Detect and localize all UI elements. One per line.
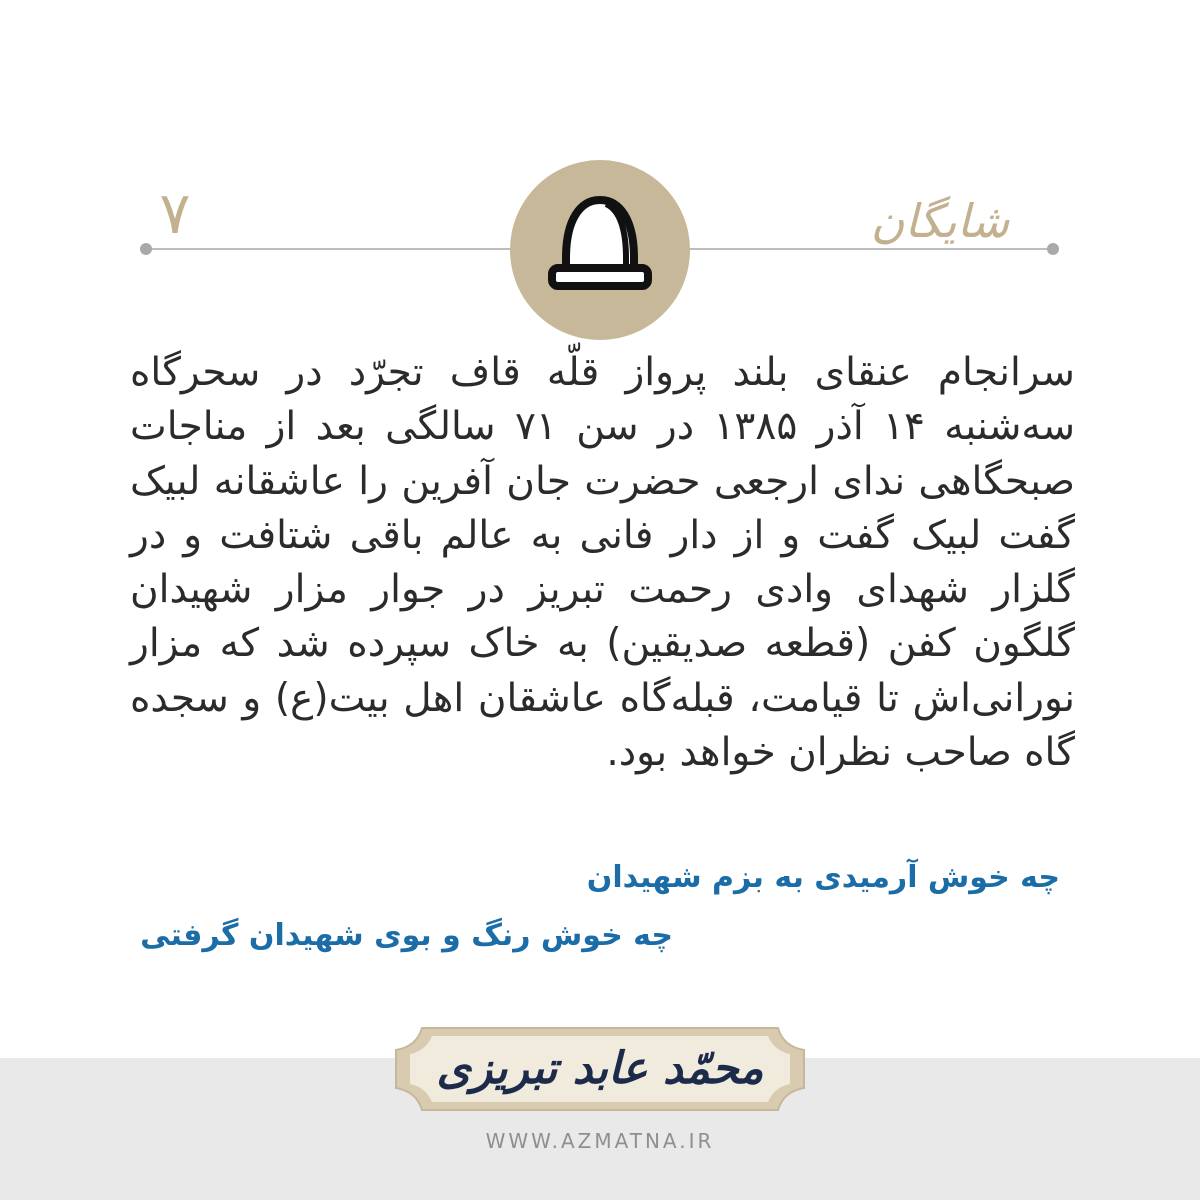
verse-line-1: چه خوش آرمیدی به بزم شهیدان: [586, 860, 1060, 895]
brand-logo: شایگان: [870, 194, 1010, 248]
gravestone-icon: [510, 160, 690, 340]
website-link[interactable]: WWW.AZMATNA.IR: [485, 1129, 715, 1153]
biography-paragraph: سرانجام عنقای بلند پرواز قلّه قاف تجرّد در سحرگاه سه‌شنبه ۱۴ آذر ۱۳۸۵ در سن ۷۱ سالگی بعد از مناجات صبحگاهی ندای ارجعی حضرت جان آفرین را عاشقانه لبیک گفت لبیک گفت و از دار فانی به عالم باقی شتافت و در گلزار شهدای وادی رحمت تبریز در جوار مزار شهیدان گلگون کفن (قطعه صدیقین) به خاک سپرده شد که مزار نورانی‌اش تا قیامت، قبله‌گاه عاشقان اهل بیت(ع) و سجده گاه صاحب نظران خواهد بود.: [130, 350, 1075, 776]
header-emblem: [510, 160, 690, 340]
header-divider-left: [146, 248, 510, 250]
verse-line-2: چه خوش رنگ و بوی شهیدان گرفتی: [140, 918, 673, 953]
divider-dot-right: [1047, 243, 1059, 255]
page-number: ۷: [159, 179, 191, 247]
author-signature: محمّد عابد تبریزی: [436, 1043, 764, 1094]
